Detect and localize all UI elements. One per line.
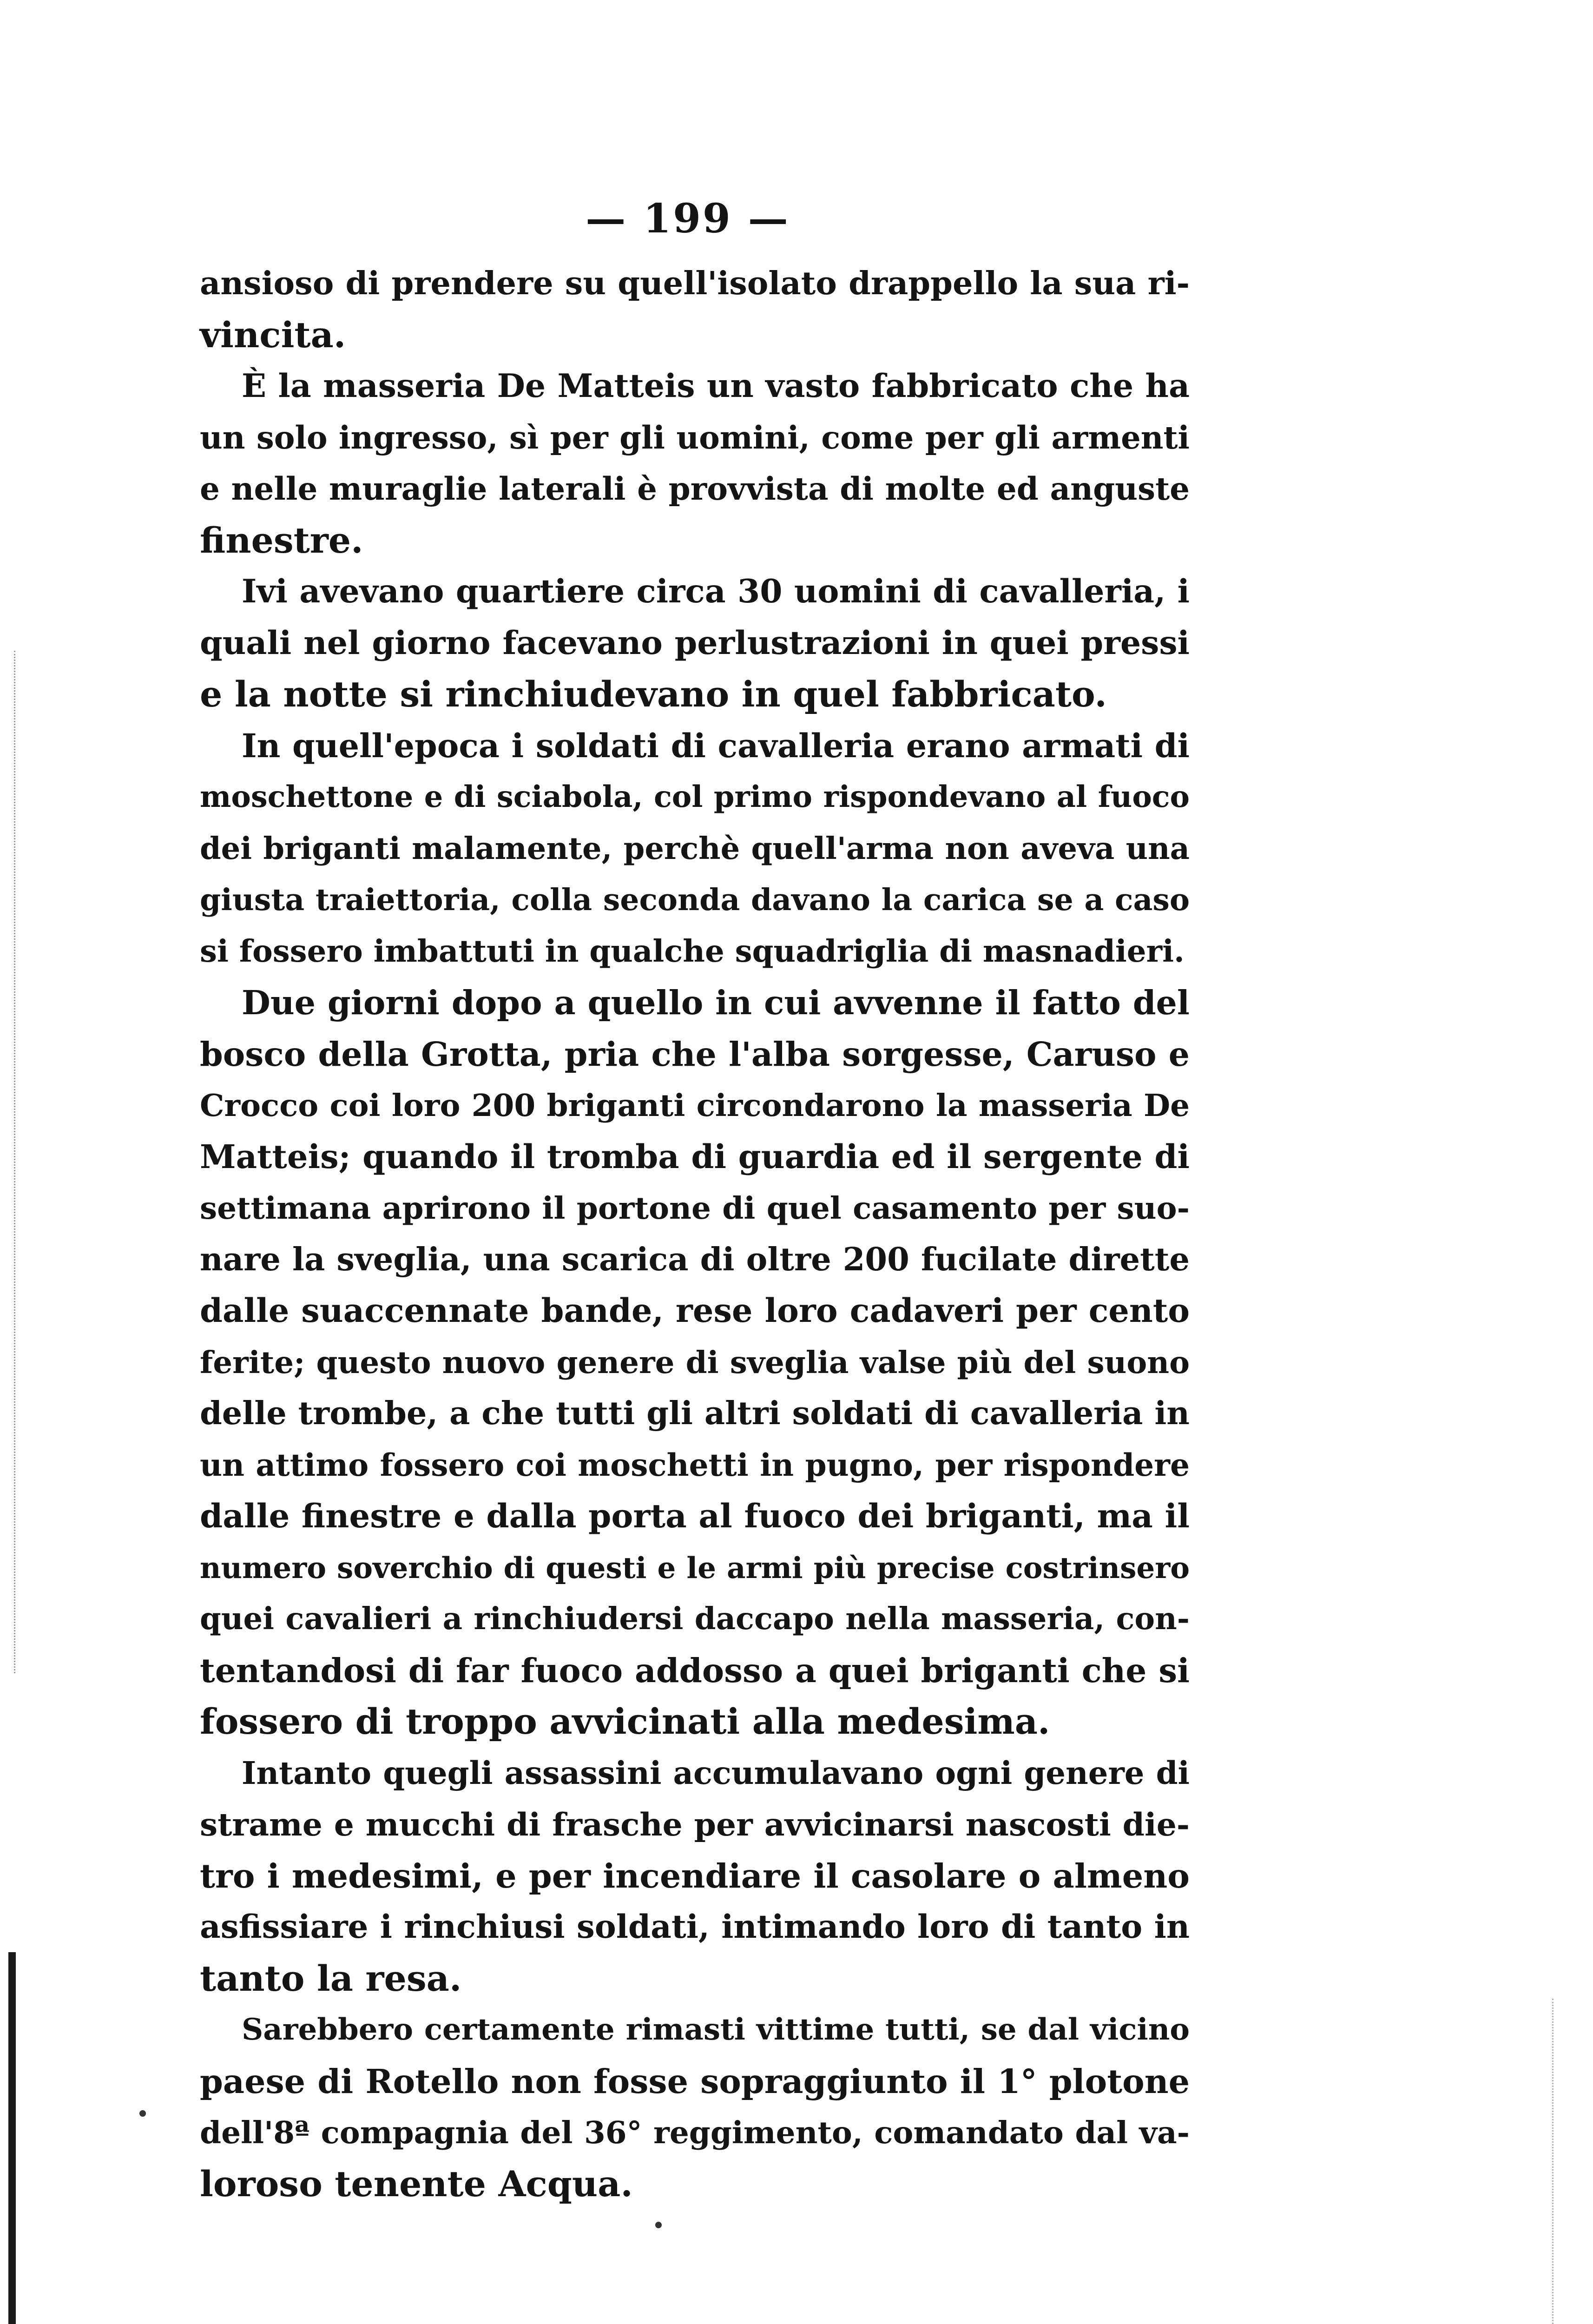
text-line: Crocco coi loro 200 briganti circondarono la masseria De (200, 1087, 1190, 1123)
text-line: Intanto quegli assassini accumulavano ogni genere di (242, 1754, 1190, 1791)
text-line: e la notte si rinchiudevano in quel fabbricato. (200, 673, 1107, 715)
page-number: — 199 — (586, 195, 790, 242)
text-line: un solo ingresso, sì per gli uomini, come per gli armenti (200, 419, 1190, 456)
text-line: giusta traiettoria, colla seconda davano la carica se a caso (200, 882, 1190, 918)
text-line: si fossero imbattuti in qualche squadriglia di masnadieri. (200, 933, 1185, 969)
text-line: ferite; questo nuovo genere di sveglia valse più del suono (200, 1344, 1190, 1380)
text-line: asfissiare i rinchiusi soldati, intimando loro di tanto in (200, 1908, 1190, 1946)
text-line: e nelle muraglie laterali è provvista di molte ed anguste (200, 470, 1190, 507)
text-line: strame e mucchi di frasche per avvicinarsi nascosti die- (200, 1806, 1190, 1843)
text-line: loroso tenente Acqua. (200, 2163, 633, 2205)
text-line: dalle finestre e dalla porta al fuoco dei briganti, ma il (200, 1497, 1190, 1535)
text-line: È la masseria De Matteis un vasto fabbricato che ha (242, 367, 1190, 405)
text-line: fossero di troppo avvicinati alla medesima. (200, 1701, 1050, 1742)
text-line: tentandosi di far fuoco addosso a quei briganti che si (200, 1651, 1190, 1690)
scan-dot (655, 2222, 662, 2228)
text-line: settimana aprirono il portone di quel casamento per suo- (200, 1190, 1190, 1226)
text-line: paese di Rotello non fosse sopraggiunto il 1° plotone (200, 2061, 1190, 2101)
text-line: ansioso di prendere su quell'isolato drappello la sua ri- (200, 265, 1190, 302)
scan-dot (139, 2110, 146, 2117)
text-line: nare la sveglia, una scarica di oltre 200 fucilate dirette (200, 1241, 1190, 1278)
text-line: finestre. (200, 519, 363, 561)
text-line: delle trombe, a che tutti gli altri soldati di cavalleria in (200, 1395, 1190, 1432)
text-line: quei cavalieri a rinchiudersi daccapo nella masseria, con- (200, 1601, 1190, 1637)
text-line: Matteis; quando il tromba di guardia ed il sergente di (200, 1137, 1190, 1176)
text-line: moschettone e di sciabola, col primo rispondevano al fuoco (200, 779, 1190, 814)
text-line: tro i medesimi, e per incendiare il casolare o almeno (200, 1856, 1190, 1895)
scan-edge-marks (14, 651, 18, 1673)
text-line: dei briganti malamente, perchè quell'arma non aveva una (200, 831, 1190, 866)
text-line: vincita. (200, 314, 346, 356)
text-line: Due giorni dopo a quello in cui avvenne il fatto del (242, 983, 1190, 1022)
text-line: un attimo fossero coi moschetti in pugno, per rispondere (200, 1446, 1190, 1483)
text-line: In quell'epoca i soldati di cavalleria erano armati di (242, 726, 1190, 765)
text-line: tanto la resa. (200, 1957, 462, 1999)
text-line: quali nel giorno facevano perlustrazioni in quei pressi (200, 624, 1190, 662)
text-line: bosco della Grotta, pria che l'alba sorgesse, Caruso e (200, 1034, 1190, 1074)
text-line: numero soverchio di questi e le armi più precise costrinsero (200, 1550, 1190, 1585)
text-line: dalle suaccennate bande, rese loro cadaveri per cento (200, 1291, 1190, 1330)
text-line: Ivi avevano quartiere circa 30 uomini di cavalleria, i (242, 573, 1190, 610)
scan-edge-marks-right (1552, 1999, 1555, 2324)
text-line: Sarebbero certamente rimasti vittime tutti, se dal vicino (242, 2012, 1190, 2047)
scan-edge-bar (8, 1952, 16, 2324)
text-line: dell'8ª compagnia del 36° reggimento, comandato dal va- (200, 2114, 1190, 2151)
body-text (200, 258, 1190, 2210)
